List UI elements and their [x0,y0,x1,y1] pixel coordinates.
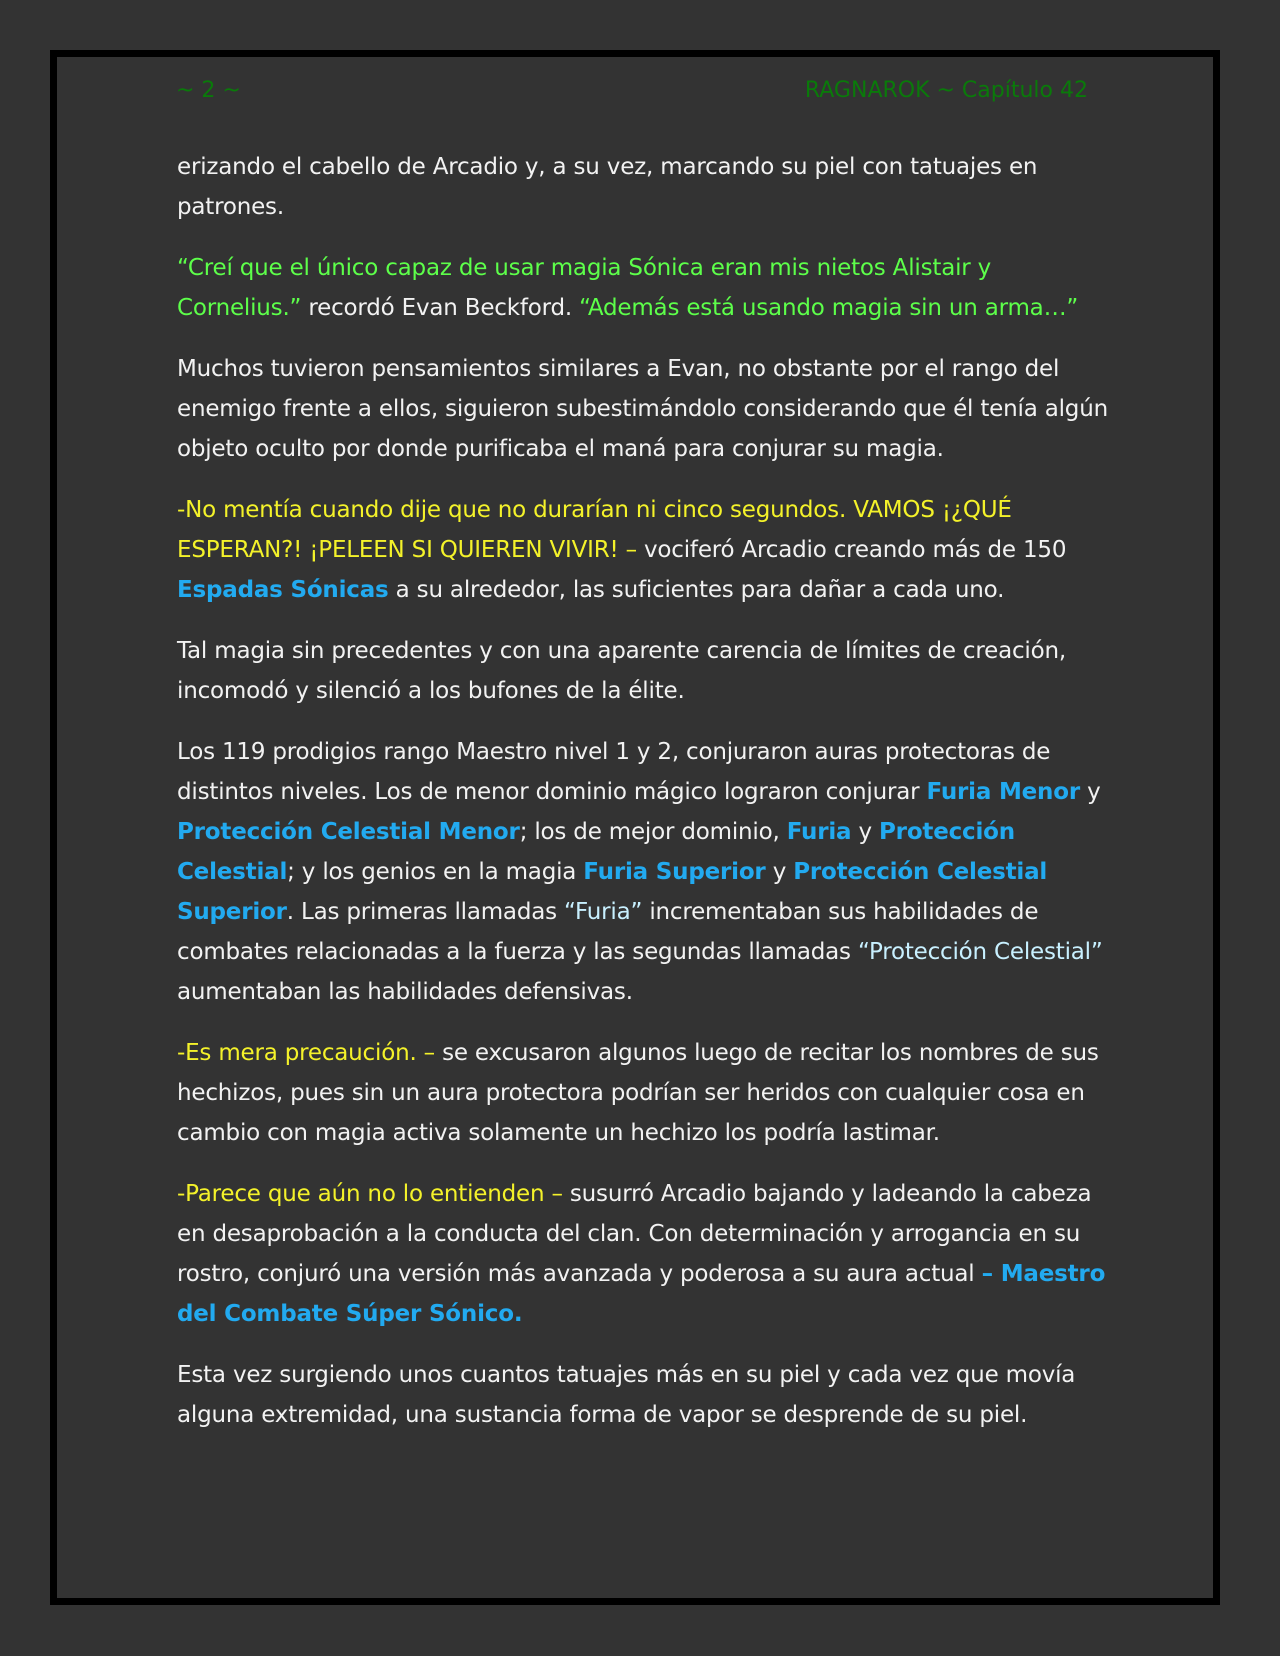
text-span: ; y los genios en la magia [287,859,584,885]
spell-name: Protección Celestial [177,819,1015,885]
text-span: . Las primeras llamadas [286,899,565,925]
text-span: y [851,819,880,845]
text-span: incrementaban sus habilidades de combates relacionadas a la fuerza y las segundas llamadas [177,899,1039,965]
text-span: ; los de mejor dominio, [519,819,787,845]
dialogue-yellow: -Parece que aún no lo entienden – [177,1181,563,1207]
spell-name: Espadas Sónicas [177,577,389,603]
text-span: erizando el cabello de Arcadio y, a su vez, marcando su piel con tatuajes en patrones. [177,154,1038,220]
text-span: y [1079,779,1101,805]
dialogue-green: “Además está usando magia sin un arma…” [579,295,1079,321]
dialogue-yellow: -No mentía cuando dije que no durarían ni cinco segundos. VAMOS ¡¿QUÉ ESPERAN?! ¡PELEEN SI QUIEREN VIVIR! – [177,497,1012,563]
page-header [176,78,1088,110]
text-span: a su alrededor, las suficientes para dañar a cada uno. [388,577,1005,603]
text-span: recordó Evan Beckford. [301,295,580,321]
spell-name: Furia Superior [583,859,766,885]
quoted-term: “Furia” [564,899,643,925]
paragraph [177,490,1117,610]
paragraph [177,1033,1117,1153]
text-span: y [765,859,794,885]
spell-name: Furia Menor [926,779,1080,805]
paragraph [177,631,1117,711]
paragraph [177,1355,1117,1435]
paragraph [177,732,1117,1012]
paragraph [177,1174,1117,1334]
text-span: Tal magia sin precedentes y con una aparente carencia de límites de creación, incomodó y silenció a los bufones de la élite. [177,638,1066,704]
quoted-term: “Protección Celestial” [857,939,1103,965]
spell-name: Furia [786,819,852,845]
text-span: Los 119 prodigios rango Maestro nivel 1 y 2, conjuraron auras protectoras de distintos niveles. Los de menor dominio mágico lograron conjurar [177,739,1051,805]
page-number: ~ 2 ~ [176,78,241,103]
chapter-title: RAGNAROK ~ Capítulo 42 [804,78,1088,103]
spell-dash: – [981,1261,993,1287]
spell-name: Protección Celestial Menor [177,819,520,845]
paragraph [177,248,1117,328]
text-span: aumentaban las habilidades defensivas. [177,979,633,1005]
spell-period: . [513,1301,523,1327]
dialogue-yellow: -Es mera precaución. – [177,1040,435,1066]
text-span: Esta vez surgiendo unos cuantos tatuajes más en su piel y cada vez que movía alguna extremidad, una sustancia forma de vapor se desprende de su piel. [177,1362,1076,1428]
text-span: Muchos tuvieron pensamientos similares a Evan, no obstante por el rango del enemigo frente a ellos, siguieron subestimándolo considerando que él tenía algún objeto oculto por donde purificaba el maná para conjurar su magia. [177,356,1108,462]
chapter-text [177,147,1117,1456]
dialogue-green: “Creí que el único capaz de usar magia Sónica eran mis nietos Alistair y Cornelius.” [177,255,992,321]
text-span: se excusaron algunos luego de recitar los nombres de sus hechizos, pues sin un aura protectora podrían ser heridos con cualquier cosa en cambio con magia activa solamente un hechizo los podría lastimar. [177,1040,1099,1146]
spell-name: Protección Celestial Superior [177,859,1048,925]
paragraph [177,147,1117,227]
text-span: susurró Arcadio bajando y ladeando la cabeza en desaprobación a la conducta del clan. Con determinación y arrogancia en su rostro, conjuró una versión más avanzada y poderosa a su aura actual [177,1181,1092,1287]
paragraph [177,349,1117,469]
text-span: vociferó Arcadio creando más de 150 [636,537,1067,563]
spell-name: Maestro del Combate Súper Sónico [177,1261,1106,1327]
